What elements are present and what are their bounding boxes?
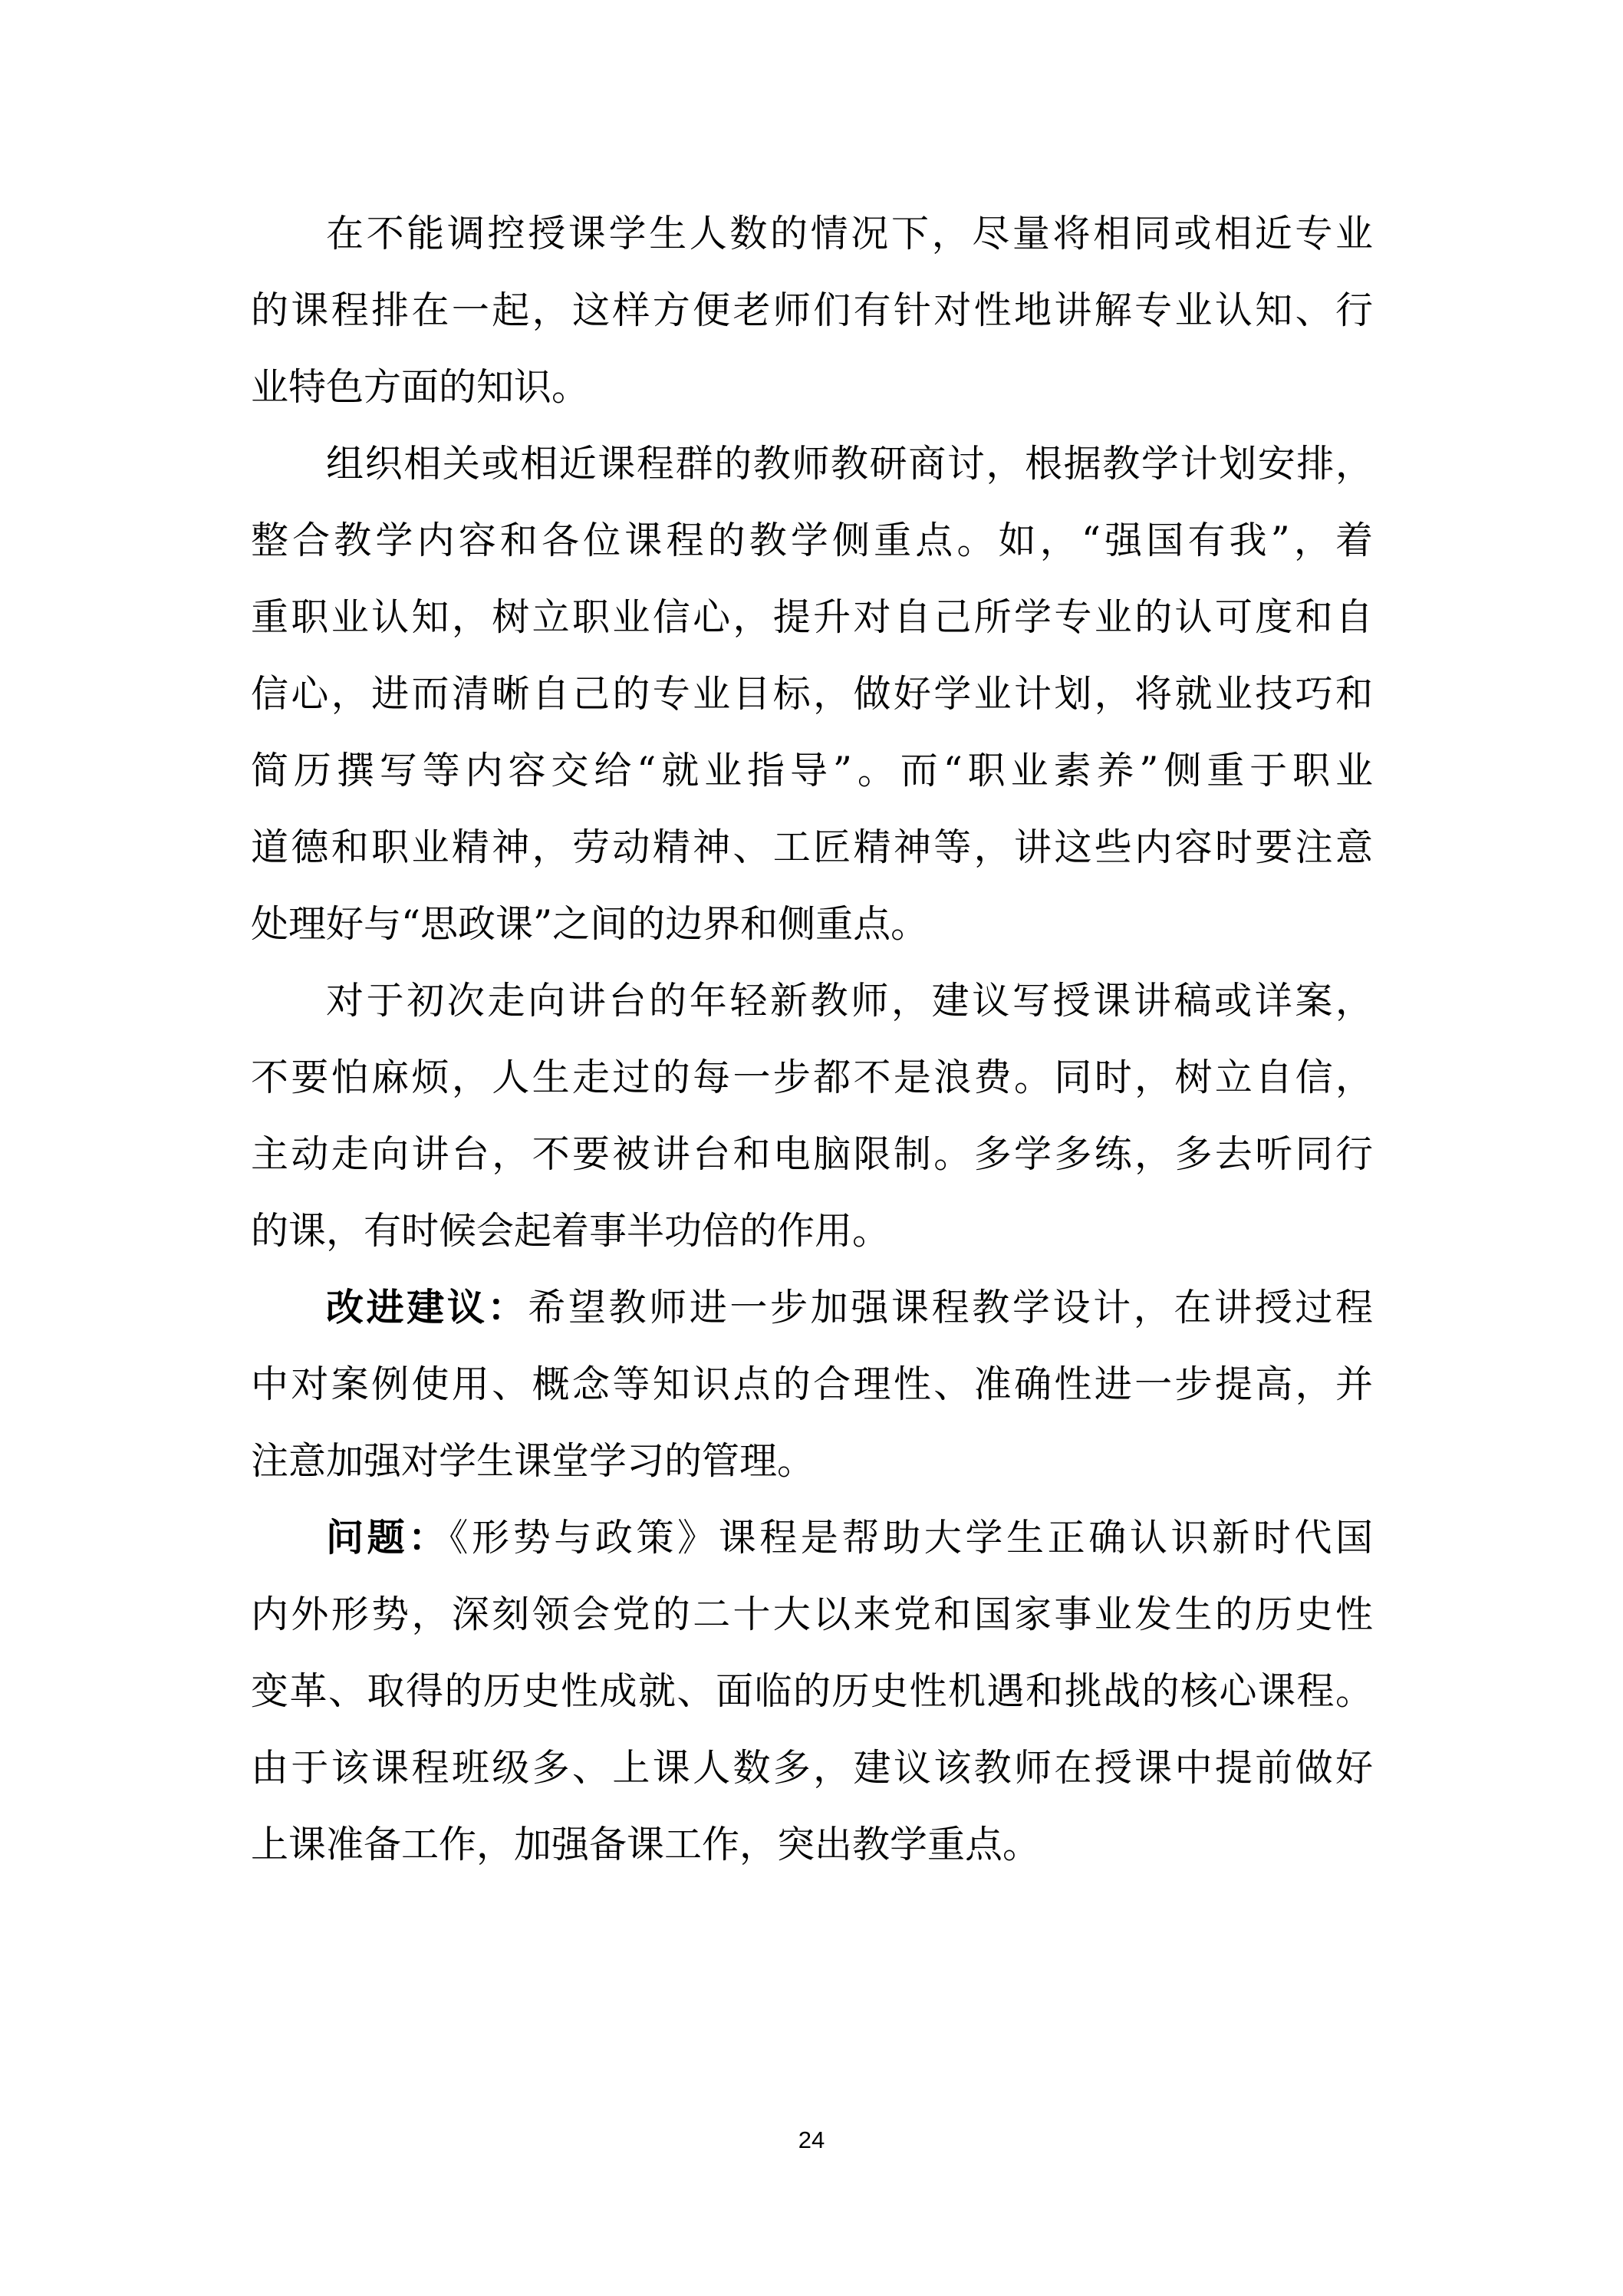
improvement-suggestion-label: 改进建议： [326, 1286, 528, 1329]
paragraph-3-line-2: 不要怕麻烦，人生走过的每一步都不是浪费。同时，树立自信， [251, 1056, 1373, 1099]
page-number: 24 [798, 2126, 825, 2153]
paragraph-1-line-1: 在不能调控授课学生人数的情况下，尽量将相同或相近专业 [326, 212, 1373, 255]
paragraph-5-line-2: 内外形势，深刻领会党的二十大以来党和国家事业发生的历史性 [251, 1593, 1373, 1636]
paragraph-5-line-3: 变革、取得的历史性成就、面临的历史性机遇和挑战的核心课程。 [251, 1669, 1373, 1713]
paragraph-1-line-3: 业特色方面的知识。 [251, 365, 590, 409]
paragraph-2-line-3: 重职业认知，树立职业信心，提升对自己所学专业的认可度和自 [251, 595, 1373, 639]
paragraph-5-line-1 [251, 1500, 1373, 1576]
paragraph-2-line-4: 信心，进而清晰自己的专业目标，做好学业计划，将就业技巧和 [251, 672, 1373, 716]
paragraph-4-line-2: 中对案例使用、概念等知识点的合理性、准确性进一步提高，并 [251, 1362, 1373, 1406]
problem-label: 问题： [326, 1516, 449, 1560]
paragraph-2-line-5: 简历撰写等内容交给“就业指导”。而“职业素养”侧重于职业 [251, 749, 1373, 792]
paragraph-4-line-3: 注意加强对学生课堂学习的管理。 [251, 1439, 815, 1483]
paragraph-2-line-2: 整合教学内容和各位课程的教学侧重点。如，“强国有我”，着 [251, 519, 1373, 562]
paragraph-5-line-4: 由于该课程班级多、上课人数多，建议该教师在授课中提前做好 [251, 1746, 1373, 1790]
paragraph-4-line-1 [251, 1270, 1373, 1346]
paragraph-3-line-1: 对于初次走向讲台的年轻新教师，建议写授课讲稿或详案， [326, 979, 1373, 1023]
paragraph-2-line-1: 组织相关或相近课程群的教师教研商讨，根据教学计划安排， [326, 442, 1373, 486]
paragraph-1-line-2: 的课程排在一起，这样方便老师们有针对性地讲解专业认知、行 [251, 288, 1373, 332]
paragraph-4-line-1-text: 希望教师进一步加强课程教学设计，在讲授过程 [528, 1286, 1373, 1329]
paragraph-3-line-4: 的课，有时候会起着事半功倍的作用。 [251, 1209, 891, 1253]
paragraph-5-line-5: 上课准备工作，加强备课工作，突出教学重点。 [251, 1823, 1041, 1866]
paragraph-2-line-7: 处理好与“思政课”之间的边界和侧重点。 [251, 902, 929, 946]
paragraph-3-line-3: 主动走向讲台，不要被讲台和电脑限制。多学多练，多去听同行 [251, 1132, 1373, 1176]
paragraph-2-line-6: 道德和职业精神，劳动精神、工匠精神等，讲这些内容时要注意 [251, 825, 1373, 869]
paragraph-5-line-1-text: 《形势与政策》课程是帮助大学生正确认识新时代国 [449, 1516, 1373, 1560]
